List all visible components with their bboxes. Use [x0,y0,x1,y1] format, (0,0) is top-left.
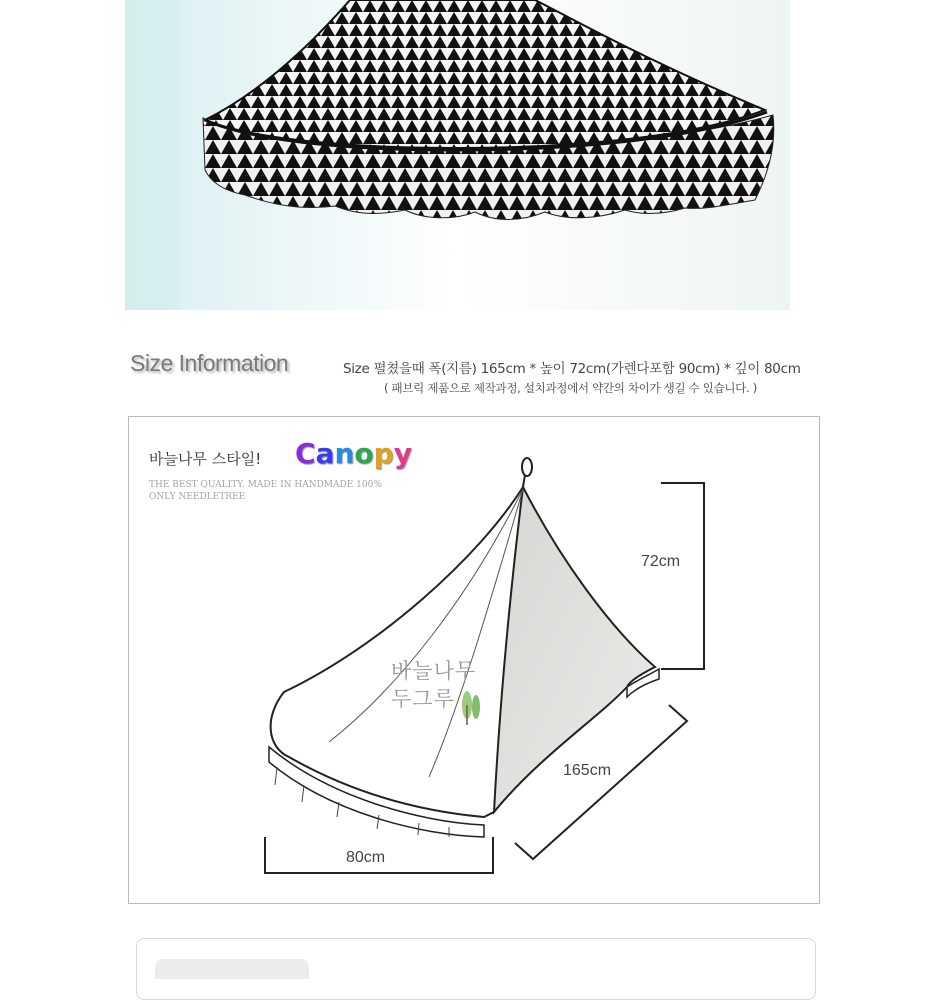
canopy-letter: y [393,437,412,470]
canopy-letter: p [373,437,394,470]
watermark-line-1: 바늘나무 [391,659,477,683]
canopy-letter: o [354,437,374,470]
brand-canopy-word [295,437,412,470]
brand-korean-label: 바늘나무 스타일! [149,450,262,468]
brand-watermark [391,657,476,713]
next-section-tab [155,959,309,979]
size-diagram-panel [128,416,820,904]
watermark-line-2: 두그루 [391,687,455,711]
height-dimension-label: 72cm [641,553,681,570]
brand-subtitle: THE BEST QUALITY. MADE IN HANDMADE 100% ONLY NEEDLETREE [149,480,382,502]
depth-dimension-label: 80cm [346,849,386,866]
size-spec-text: Size 펼쳤을때 폭(지름) 165cm * 높이 72cm(가렌다포함 90cm) * 깊이 80cm [343,361,801,377]
next-section-panel [136,938,816,1000]
size-information-title: Size Information [130,350,289,376]
size-note-text: ( 패브릭 제품으로 제작과정, 설치과정에서 약간의 차이가 생길 수 있습니다. ) [384,381,757,395]
canopy-letter: C [295,437,316,470]
canopy-letter: n [334,437,355,470]
canopy-product-photo [125,0,790,310]
width-dimension-label: 165cm [563,762,612,779]
canopy-letter: a [315,437,335,470]
